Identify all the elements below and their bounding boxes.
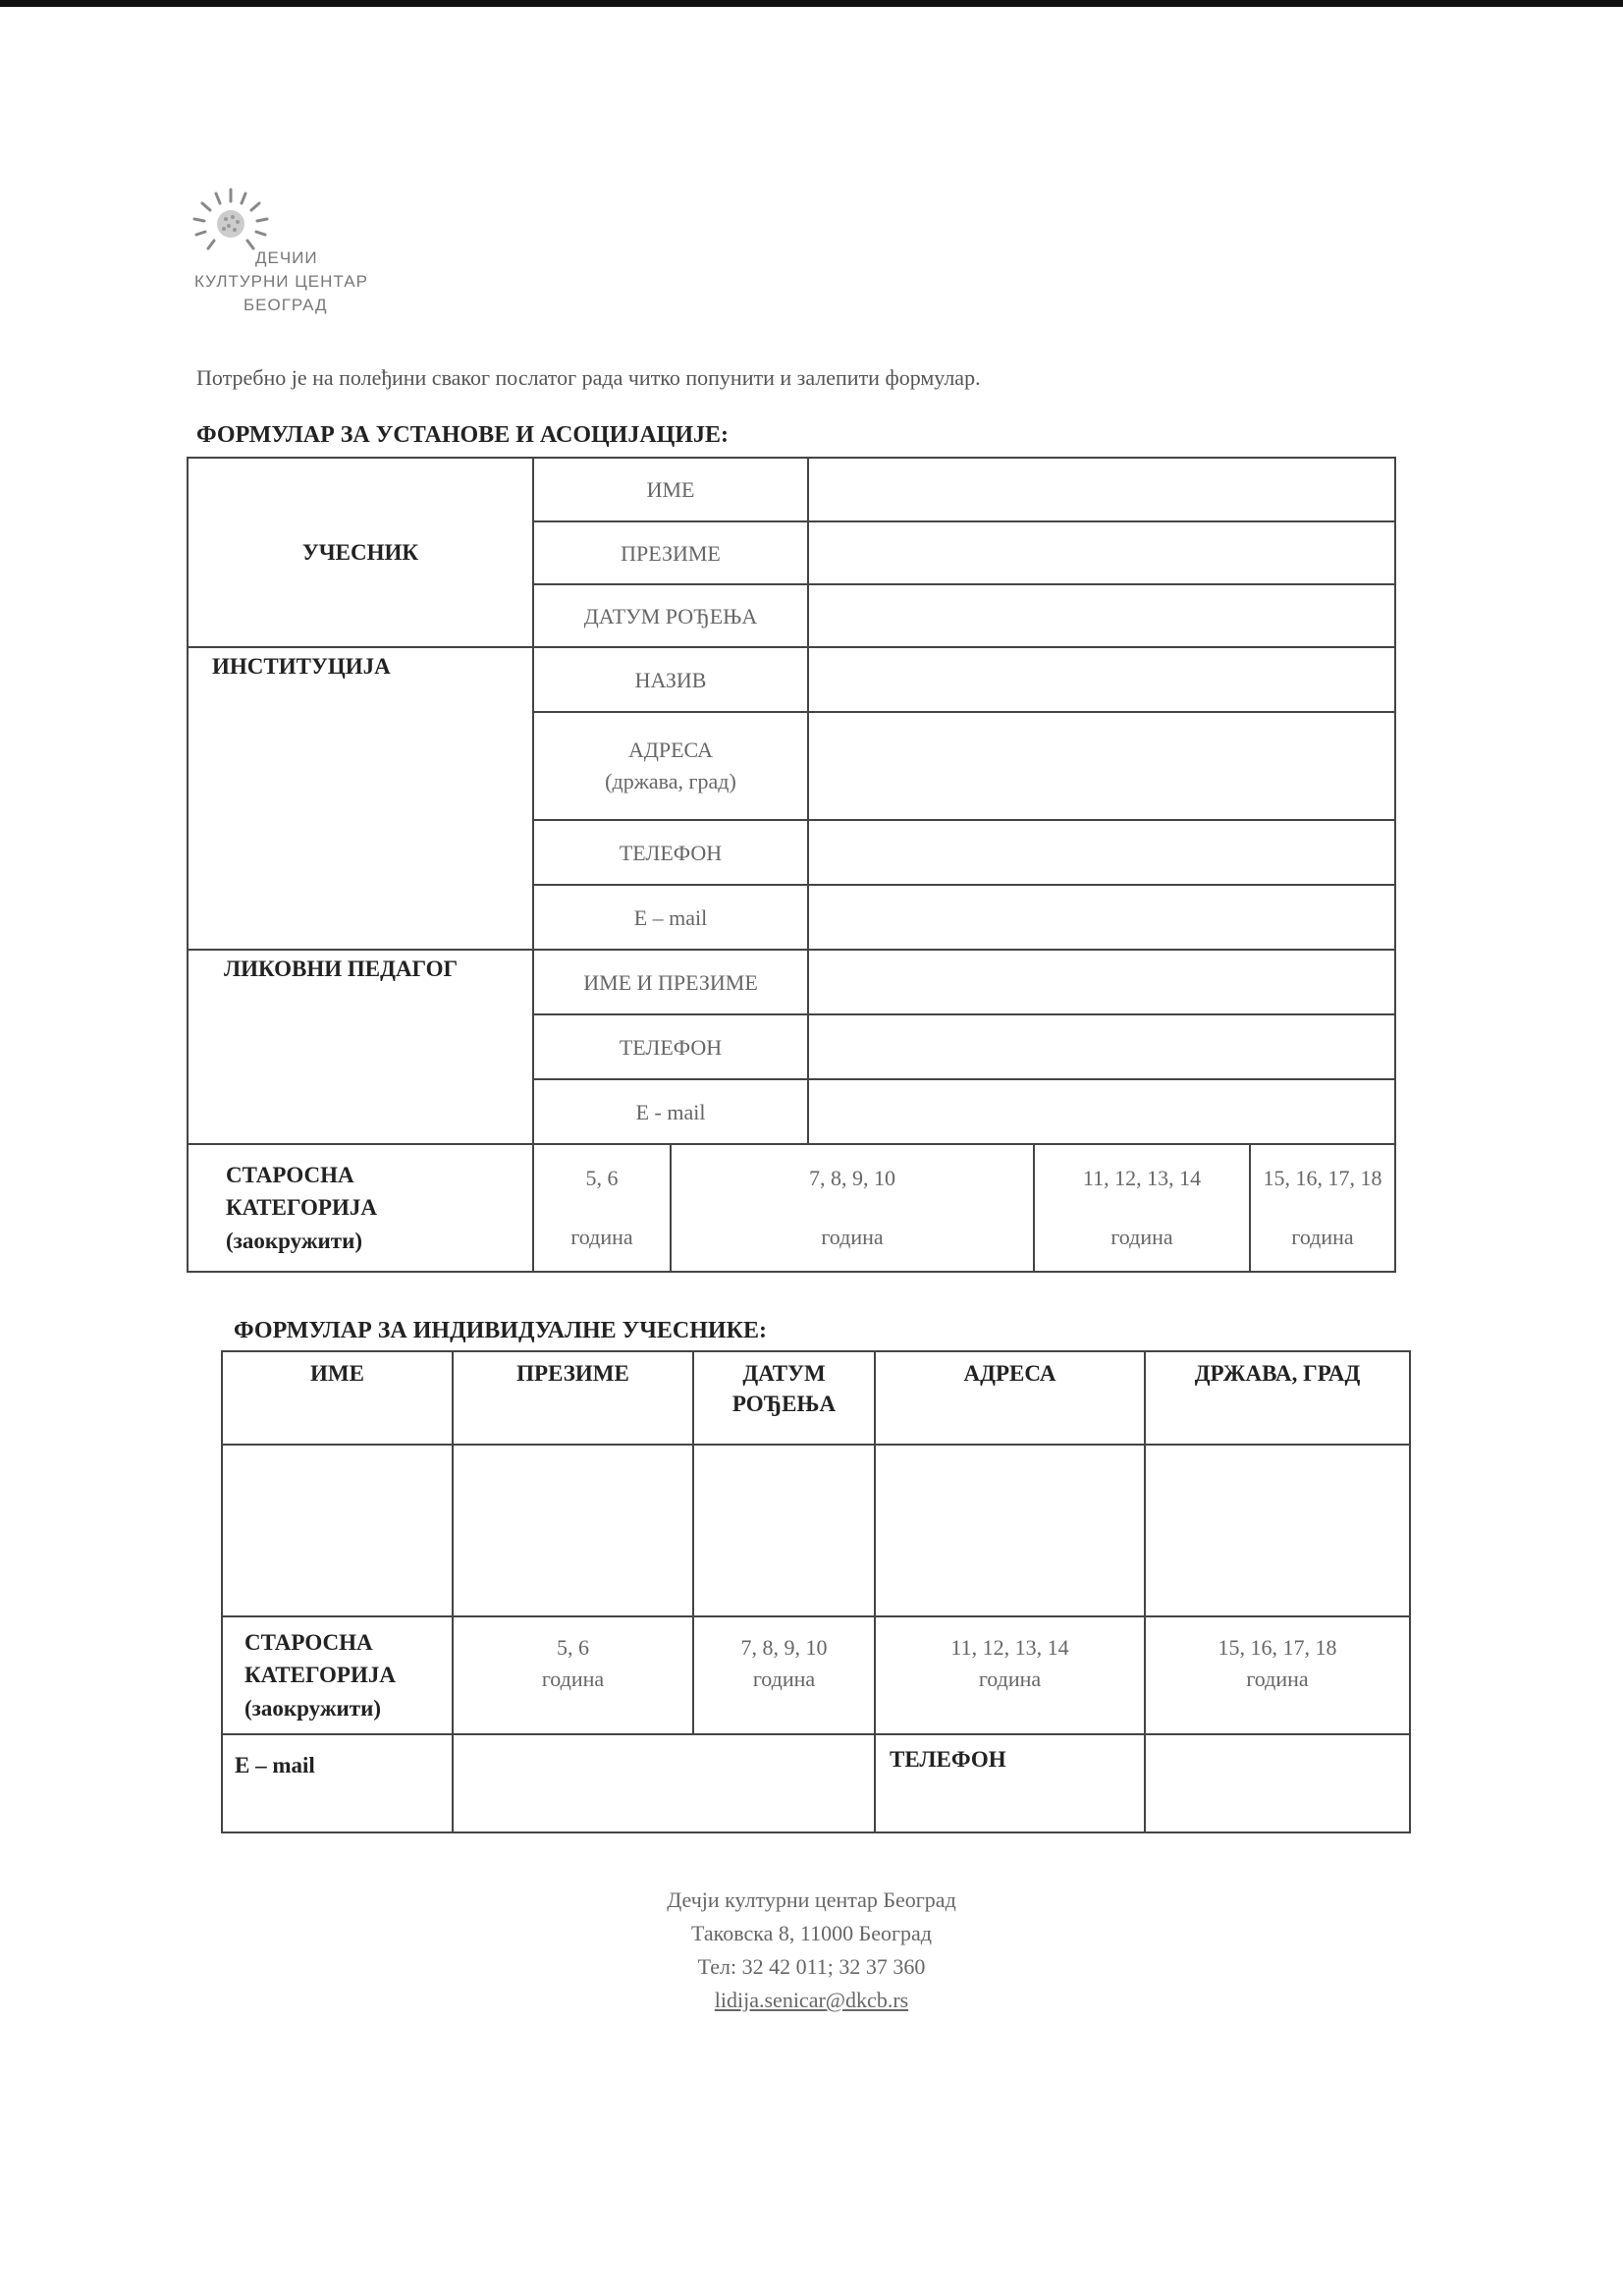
age-option-value: 5, 6	[557, 1635, 589, 1660]
individual-phone-label: ТЕЛЕФОН	[875, 1734, 1145, 1832]
teacher-name-label: ИМЕ И ПРЕЗИМЕ	[533, 950, 808, 1014]
institution-form-table	[187, 457, 1396, 1273]
age-option[interactable]	[671, 1144, 1034, 1272]
participant-name-label: ИМЕ	[533, 458, 808, 521]
age-option-value: 11, 12, 13, 14	[1082, 1166, 1202, 1190]
institution-address-field[interactable]	[808, 712, 1395, 820]
footer-email-link[interactable]: lidija.senicar@dkcb.rs	[714, 1988, 909, 2012]
individual-country-city-field[interactable]	[1145, 1445, 1410, 1616]
age-option-unit: година	[752, 1667, 816, 1691]
age-option-value: 15, 16, 17, 18	[1263, 1166, 1382, 1190]
individual-form-table	[221, 1350, 1411, 1833]
individual-email-field[interactable]	[453, 1734, 875, 1832]
individual-surname-field[interactable]	[453, 1445, 693, 1616]
participant-surname-label: ПРЕЗИМЕ	[533, 521, 808, 584]
age-category-line-1: СТАРОСНА	[244, 1629, 373, 1655]
header-surname: ПРЕЗИМЕ	[453, 1351, 693, 1445]
age-category-line-3: (заокружити)	[244, 1695, 381, 1721]
individual-birthdate-field[interactable]	[693, 1445, 875, 1616]
institution-label: ИНСТИТУЦИЈА	[188, 647, 533, 950]
footer	[0, 1884, 1623, 2017]
individual-address-field[interactable]	[875, 1445, 1145, 1616]
institution-email-label: E – mail	[533, 885, 808, 950]
footer-org-name: Дечји културни центар Београд	[667, 1887, 956, 1912]
institution-address-text: АДРЕСА	[627, 738, 714, 763]
participant-name-field[interactable]	[808, 458, 1395, 521]
institution-name-label: НАЗИВ	[533, 647, 808, 712]
header-country-city: ДРЖАВА, ГРАД	[1145, 1351, 1410, 1445]
header-birthdate-line-1: ДАТУМ	[742, 1361, 826, 1386]
age-option[interactable]	[1250, 1144, 1395, 1272]
header-name: ИМЕ	[222, 1351, 453, 1445]
scan-edge	[0, 0, 1623, 7]
teacher-phone-field[interactable]	[808, 1014, 1395, 1079]
institution-phone-label: ТЕЛЕФОН	[533, 820, 808, 885]
participant-birthdate-field[interactable]	[808, 584, 1395, 647]
age-option-unit: година	[541, 1667, 605, 1691]
participant-label: УЧЕСНИК	[188, 458, 533, 647]
age-option-unit: година	[978, 1667, 1042, 1691]
institution-email-field[interactable]	[808, 885, 1395, 950]
age-option[interactable]	[533, 1144, 671, 1272]
logo-line-2: КУЛТУРНИ ЦЕНТАР	[194, 272, 368, 291]
logo-line-1: ДЕЧИИ	[255, 248, 318, 267]
teacher-label: ЛИКОВНИ ПЕДАГОГ	[188, 950, 533, 1144]
participant-surname-field[interactable]	[808, 521, 1395, 584]
institution-form-title: ФОРМУЛАР ЗА УСТАНОВЕ И АСОЦИЈАЦИЈЕ:	[196, 422, 730, 448]
individual-name-field[interactable]	[222, 1445, 453, 1616]
age-option[interactable]	[1034, 1144, 1250, 1272]
institution-address-label	[533, 712, 808, 820]
institution-phone-field[interactable]	[808, 820, 1395, 885]
individual-age-category-label	[222, 1616, 453, 1734]
age-category-line-2: КАТЕГОРИЈА	[244, 1663, 396, 1688]
age-option-value: 7, 8, 9, 10	[740, 1635, 828, 1660]
teacher-name-field[interactable]	[808, 950, 1395, 1014]
teacher-phone-label: ТЕЛЕФОН	[533, 1014, 808, 1079]
age-option-unit: година	[1291, 1225, 1354, 1249]
age-option-value: 11, 12, 13, 14	[950, 1635, 1069, 1660]
age-option[interactable]	[1145, 1616, 1410, 1734]
age-option-value: 5, 6	[585, 1166, 619, 1190]
teacher-email-label: E - mail	[533, 1079, 808, 1144]
age-option-value: 15, 16, 17, 18	[1217, 1635, 1337, 1660]
individual-email-label: E – mail	[222, 1734, 453, 1832]
age-option[interactable]	[693, 1616, 875, 1734]
age-option[interactable]	[453, 1616, 693, 1734]
individual-phone-field[interactable]	[1145, 1734, 1410, 1832]
individual-form-title: ФОРМУЛАР ЗА ИНДИВИДУАЛНЕ УЧЕСНИКЕ:	[234, 1318, 767, 1343]
header-birthdate-line-2: РОЂЕЊА	[731, 1392, 837, 1417]
age-option-value: 7, 8, 9, 10	[809, 1166, 895, 1190]
age-option[interactable]	[875, 1616, 1145, 1734]
header-address: АДРЕСА	[875, 1351, 1145, 1445]
header-birthdate	[693, 1351, 875, 1445]
teacher-email-field[interactable]	[808, 1079, 1395, 1144]
participant-birthdate-label: ДАТУМ РОЂЕЊА	[533, 584, 808, 647]
age-option-unit: година	[1110, 1225, 1173, 1249]
age-category-line-1: СТАРОСНА	[226, 1162, 354, 1187]
footer-address: Таковска 8, 11000 Београд	[691, 1921, 932, 1945]
institution-name-field[interactable]	[808, 647, 1395, 712]
age-option-unit: година	[1246, 1667, 1309, 1691]
footer-phone: Тел: 32 42 011; 32 37 360	[697, 1954, 926, 1979]
age-option-unit: година	[821, 1225, 884, 1249]
age-category-label	[188, 1144, 533, 1272]
logo-line-3: БЕОГРАД	[243, 296, 328, 314]
institution-address-hint: (држава, град)	[605, 769, 736, 793]
age-category-line-2: КАТЕГОРИЈА	[226, 1195, 377, 1221]
age-category-line-3: (заокружити)	[226, 1228, 362, 1253]
age-option-unit: година	[570, 1225, 633, 1249]
logo	[187, 182, 412, 329]
instruction-text: Потребно је на полеђини сваког послатог рада читко попунити и залепити формулар.	[196, 365, 981, 390]
